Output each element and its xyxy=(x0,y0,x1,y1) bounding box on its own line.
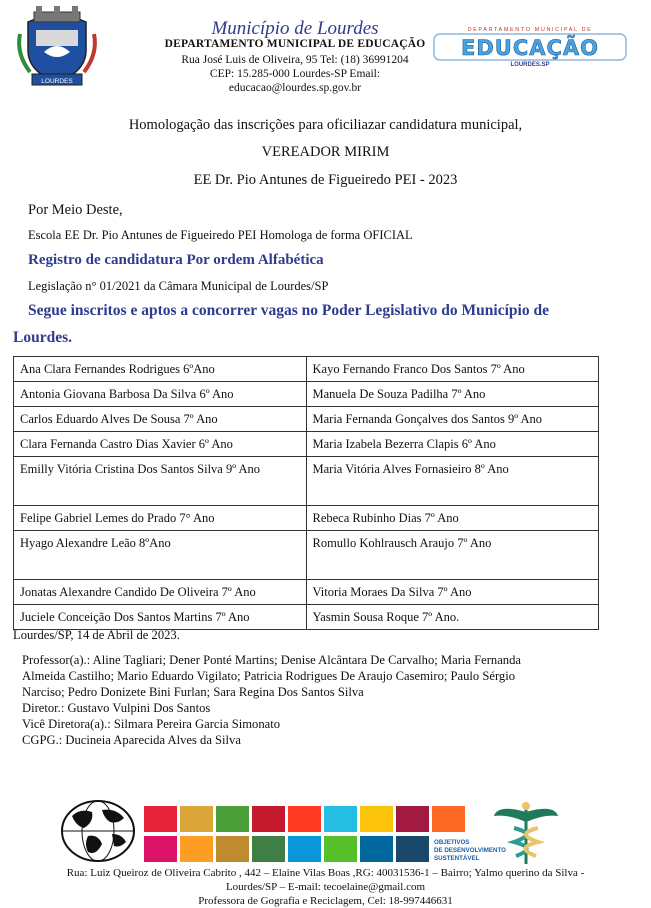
ods-goals-grid xyxy=(144,806,506,864)
candidate-cell: Clara Fernanda Castro Dias Xavier 6º Ano xyxy=(14,432,307,457)
footer-line-2: Lourdes/SP – E-mail: tecoelaine@gmail.com xyxy=(225,881,426,893)
crest-label: LOURDES xyxy=(41,78,73,85)
table-row xyxy=(14,407,599,432)
ods-goal-tile xyxy=(288,836,321,862)
ods-logo-text: OBJETIVOS xyxy=(434,839,470,846)
table-row xyxy=(14,432,599,457)
professores-line-3: Narciso; Pedro Donizete Bini Furlan; Sara Regina Dos Santos Silva xyxy=(22,685,364,699)
header-email[interactable]: educacao@lourdes.sp.gov.br xyxy=(228,82,362,94)
logo-sub-text: LOURDES.SP xyxy=(510,62,550,68)
candidate-cell: Rebeca Rubinho Dias 7º Ano xyxy=(306,506,599,531)
ods-goal-tile xyxy=(252,836,285,862)
title-line-1: Homologação das inscrições para oficiliazar candidatura municipal, xyxy=(128,117,523,133)
candidate-cell: Emilly Vitória Cristina Dos Santos Silva 9º Ano xyxy=(14,457,307,506)
candidate-cell: Romullo Kohlrausch Araujo 7º Ano xyxy=(306,531,599,580)
table-row xyxy=(14,605,599,630)
candidate-cell: Carlos Eduardo Alves De Sousa 7º Ano xyxy=(14,407,307,432)
candidate-cell: Juciele Conceição Dos Santos Martins 7º Ano xyxy=(14,605,307,630)
table-row xyxy=(14,506,599,531)
logo-word: EDUCAÇÃO xyxy=(460,36,600,60)
ods-goal-tile xyxy=(180,806,213,832)
table-row xyxy=(14,531,599,580)
footer-line-3: Professora de Gografia e Reciclagem, Cel: 18-997446631 xyxy=(198,895,453,907)
ods-logo-text: DE DESENVOLVIMENTO xyxy=(434,847,506,854)
candidate-cell: Antonia Giovana Barbosa Da Silva 6º Ano xyxy=(14,382,307,407)
ods-goal-tile xyxy=(216,806,249,832)
professores-line-2: Almeida Castilho; Mario Eduardo Vigilato; Patricia Rodrigues De Araujo Casemiro; Paulo Sérgio xyxy=(22,669,516,683)
candidate-cell: Maria Vitória Alves Fornasieiro 8º Ano xyxy=(306,457,599,506)
candidate-cell: Ana Clara Fernandes Rodrigues 6ºAno xyxy=(14,357,307,382)
candidate-cell: Jonatas Alexandre Candido De Oliveira 7º Ano xyxy=(14,580,307,605)
candidate-cell: Hyago Alexandre Leão 8ºAno xyxy=(14,531,307,580)
table-row xyxy=(14,457,599,506)
ods-goal-tile xyxy=(252,806,285,832)
ods-goal-tile xyxy=(360,836,393,862)
candidate-cell: Kayo Fernando Franco Dos Santos 7º Ano xyxy=(306,357,599,382)
ods-goal-tile xyxy=(180,836,213,862)
table-row xyxy=(14,357,599,382)
ods-goal-tile xyxy=(324,806,357,832)
candidate-cell: Maria Fernanda Gonçalves dos Santos 9º Ano xyxy=(306,407,599,432)
registro-heading: Registro de candidatura Por ordem Alfabética xyxy=(28,252,324,268)
department-name: DEPARTAMENTO MUNICIPAL DE EDUCAÇÃO xyxy=(164,38,426,50)
caduceus-icon xyxy=(490,798,562,866)
diretor-line: Diretor.: Gustavo Vulpini Dos Santos xyxy=(22,701,211,715)
header-cep: CEP: 15.285-000 Lourdes-SP Email: xyxy=(209,68,381,80)
ods-logo-text: SUSTENTÁVEL xyxy=(434,855,480,862)
table-row xyxy=(14,382,599,407)
title-line-2: VEREADOR MIRIM xyxy=(261,144,390,160)
intro-text: Por Meio Deste, xyxy=(28,202,123,218)
segue-line-2: Lourdes. xyxy=(13,329,72,346)
cgpg-line: CGPG.: Ducineia Aparecida Alves da Silva xyxy=(22,733,241,747)
candidate-cell: Yasmin Sousa Roque 7º Ano. xyxy=(306,605,599,630)
ods-goal-tile xyxy=(144,836,177,862)
ods-goal-tile xyxy=(360,806,393,832)
ods-goal-tile xyxy=(396,836,429,862)
school-statement: Escola EE Dr. Pio Antunes de Figueiredo PEI Homologa de forma OFICIAL xyxy=(28,228,413,242)
table-row xyxy=(14,580,599,605)
ods-goal-tile xyxy=(288,806,321,832)
legislacao-text: Legislação n° 01/2021 da Câmara Municipal de Lourdes/SP xyxy=(28,279,329,293)
logo-top-text: DEPARTAMENTO MUNICIPAL DE xyxy=(467,27,593,33)
ods-goal-tile xyxy=(396,806,429,832)
segue-line-1: Segue inscritos e aptos a concorrer vagas no Poder Legislativo do Município de xyxy=(28,302,549,319)
footer-line-1: Rua: Luiz Queiroz de Oliveira Cabrito , 442 – Elaine Vilas Boas ,RG: 40031536-1 – Bairro; Yalmo querino da Silva - xyxy=(66,867,585,879)
candidate-cell: Felipe Gabriel Lemes do Prado 7° Ano xyxy=(14,506,307,531)
globe-icon xyxy=(58,798,138,864)
title-line-3: EE Dr. Pio Antunes de Figueiredo PEI - 2023 xyxy=(193,172,458,188)
header-address: Rua José Luis de Oliveira, 95 Tel: (18) 36991204 xyxy=(181,54,409,66)
vice-diretora-line: Vicê Diretora(a).: Silmara Pereira Garcia Simonato xyxy=(22,717,281,731)
professores-line-1: Professor(a).: Aline Tagliari; Dener Ponté Martins; Denise Alcântara De Carvalho; Maria Fernanda xyxy=(22,653,521,667)
candidate-cell: Vitoria Moraes Da Silva 7º Ano xyxy=(306,580,599,605)
ods-goal-tile xyxy=(324,836,357,862)
document-date: Lourdes/SP, 14 de Abril de 2023. xyxy=(13,628,180,642)
candidate-cell: Maria Izabela Bezerra Clapis 6º Ano xyxy=(306,432,599,457)
candidates-table xyxy=(13,356,599,630)
municipality-title: Município de Lourdes xyxy=(211,18,379,39)
ods-goal-tile xyxy=(216,836,249,862)
municipal-crest-icon xyxy=(14,4,100,88)
candidate-cell: Manuela De Souza Padilha 7º Ano xyxy=(306,382,599,407)
ods-goal-tile xyxy=(432,806,465,832)
ods-goal-tile xyxy=(144,806,177,832)
